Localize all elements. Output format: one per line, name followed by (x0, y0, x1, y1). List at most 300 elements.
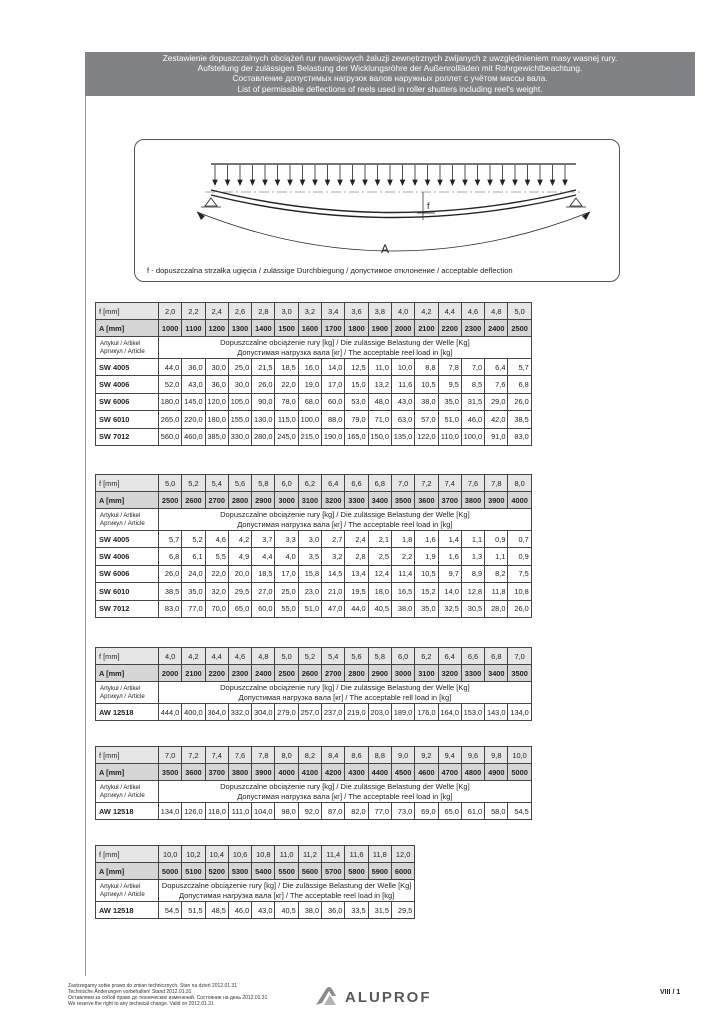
load-value-cell: 30,0 (228, 376, 251, 393)
footer-disclaimer (68, 983, 267, 1007)
span-cell: 4800 (461, 764, 484, 781)
article-label-line: Artykuł / Artikel (100, 882, 141, 890)
deflection-cell: 5,8 (252, 475, 275, 492)
span-cell: 3000 (275, 492, 298, 509)
load-value-cell: 7,5 (508, 565, 531, 582)
load-value-cell: 13,2 (368, 376, 391, 393)
load-value-cell: 44,0 (159, 359, 182, 376)
load-note-line: Dopuszczalne obciążenie rury [kg] / Die zulässige Belastung der Welle [Kg] (220, 510, 470, 519)
deflection-cell: 5,0 (508, 303, 531, 320)
span-cell: 3500 (508, 665, 531, 682)
load-value-cell: 19,5 (345, 583, 368, 600)
load-value-cell: 180,0 (205, 411, 228, 428)
span-cell: 2200 (205, 665, 228, 682)
load-value-cell: 130,0 (252, 411, 275, 428)
load-note-line: Dopuszczalne obciążenie rury [kg] / Die zulässige Belastung der Welle [Kg] (161, 881, 412, 890)
span-row (96, 863, 415, 880)
load-value-cell: 143,0 (485, 704, 508, 721)
row-label: f [mm] (96, 846, 159, 863)
load-value-cell: 104,0 (252, 803, 275, 820)
load-value-cell: 220,0 (182, 411, 205, 428)
footer-line: Zastrzegamy sobie prawo do zmian technicznych. Stan na dzień 2012.01.31 (68, 983, 237, 989)
load-value-cell: 21,5 (252, 359, 275, 376)
load-value-cell: 91,0 (485, 428, 508, 445)
span-cell: 2800 (228, 492, 251, 509)
load-value-cell: 78,0 (275, 393, 298, 410)
load-value-cell: 3,3 (275, 531, 298, 548)
load-value-cell: 18,0 (368, 583, 391, 600)
deflection-cell: 3,6 (345, 303, 368, 320)
load-value-cell: 0,9 (485, 531, 508, 548)
deflection-cell: 9,2 (415, 747, 438, 764)
span-cell: 1000 (159, 320, 182, 337)
load-value-cell: 15,8 (298, 565, 321, 582)
load-value-cell: 26,0 (252, 376, 275, 393)
span-cell: 3600 (415, 492, 438, 509)
load-value-cell: 26,0 (508, 600, 531, 617)
load-value-cell: 12,8 (461, 583, 484, 600)
deflection-cell: 2,6 (228, 303, 251, 320)
load-value-cell: 115,0 (275, 411, 298, 428)
article-label (96, 781, 159, 803)
span-cell: 5300 (228, 863, 251, 880)
table-row (96, 565, 532, 582)
load-value-cell: 82,0 (345, 803, 368, 820)
deflection-cell: 7,2 (415, 475, 438, 492)
deflection-cell: 5,0 (275, 648, 298, 665)
span-cell: 5600 (298, 863, 321, 880)
load-value-cell: 83,0 (508, 428, 531, 445)
span-row (96, 492, 532, 509)
span-cell: 2000 (159, 665, 182, 682)
load-value-cell: 61,0 (461, 803, 484, 820)
load-value-cell: 245,0 (275, 428, 298, 445)
span-cell: 1100 (182, 320, 205, 337)
load-value-cell: 155,0 (228, 411, 251, 428)
load-value-cell: 20,0 (228, 565, 251, 582)
load-value-cell: 40,5 (368, 600, 391, 617)
load-value-cell: 9,7 (438, 565, 461, 582)
span-cell: 3900 (252, 764, 275, 781)
load-value-cell: 35,0 (438, 393, 461, 410)
description-row (96, 682, 532, 704)
deflection-cell: 5,4 (322, 648, 345, 665)
span-cell: 4000 (275, 764, 298, 781)
load-value-cell: 560,0 (159, 428, 182, 445)
load-value-cell: 15,2 (415, 583, 438, 600)
page-number: VIII / 1 (660, 989, 681, 996)
load-value-cell: 126,0 (182, 803, 205, 820)
article-name: SW 6006 (96, 393, 159, 410)
deflection-cell: 5,2 (298, 648, 321, 665)
load-value-cell: 18,5 (252, 565, 275, 582)
load-value-cell: 1,3 (461, 548, 484, 565)
span-cell: 6000 (391, 863, 414, 880)
deflection-cell: 5,8 (368, 648, 391, 665)
span-cell: 2900 (252, 492, 275, 509)
row-label: f [mm] (96, 648, 159, 665)
deflection-cell: 10,2 (182, 846, 205, 863)
span-cell: 2100 (182, 665, 205, 682)
table-row (96, 600, 532, 617)
table-row (96, 803, 532, 820)
load-value-cell: 4,0 (275, 548, 298, 565)
load-value-cell: 60,0 (322, 393, 345, 410)
span-cell: 4900 (485, 764, 508, 781)
deflection-cell: 4,6 (228, 648, 251, 665)
span-cell: 2700 (322, 665, 345, 682)
article-label-line: Artykuł / Artikel (100, 511, 141, 519)
load-value-cell: 79,0 (345, 411, 368, 428)
load-value-cell: 14,5 (322, 565, 345, 582)
deflection-cell: 2,0 (159, 303, 182, 320)
deflection-cell: 7,8 (485, 475, 508, 492)
load-value-cell: 2,8 (345, 548, 368, 565)
load-value-cell: 0,7 (508, 531, 531, 548)
deflection-cell: 9,0 (391, 747, 414, 764)
load-value-cell: 21,0 (322, 583, 345, 600)
load-value-cell: 36,0 (322, 902, 345, 919)
load-value-cell: 120,0 (205, 393, 228, 410)
load-value-cell: 135,0 (391, 428, 414, 445)
load-note-line: Dopuszczalne obciążenie rury [kg] / Die zulässige Belastung der Welle [Kg] (220, 683, 470, 692)
span-cell: 3800 (228, 764, 251, 781)
load-value-cell: 32,0 (205, 583, 228, 600)
load-value-cell: 1,1 (461, 531, 484, 548)
load-value-cell: 14,0 (438, 583, 461, 600)
span-cell: 4200 (322, 764, 345, 781)
load-value-cell: 8,2 (485, 565, 508, 582)
span-cell: 1300 (228, 320, 251, 337)
load-value-cell: 88,0 (322, 411, 345, 428)
article-name: SW 4005 (96, 359, 159, 376)
load-value-cell: 150,0 (368, 428, 391, 445)
span-cell: 2400 (252, 665, 275, 682)
deflection-cell: 4,0 (159, 648, 182, 665)
load-value-cell: 51,0 (298, 600, 321, 617)
deflection-cell: 10,4 (205, 846, 228, 863)
deflection-cell: 5,2 (182, 475, 205, 492)
load-value-cell: 58,0 (485, 803, 508, 820)
deflection-cell: 2,4 (205, 303, 228, 320)
load-value-cell: 1,1 (485, 548, 508, 565)
article-name: SW 4006 (96, 376, 159, 393)
description-row (96, 781, 532, 803)
load-value-cell: 12,4 (368, 565, 391, 582)
load-value-cell: 280,0 (252, 428, 275, 445)
load-value-cell: 237,0 (322, 704, 345, 721)
span-cell: 2500 (508, 320, 531, 337)
span-cell: 3900 (485, 492, 508, 509)
deflection-cell: 4,6 (461, 303, 484, 320)
span-cell: 4500 (391, 764, 414, 781)
span-cell: 2100 (415, 320, 438, 337)
load-note-line: Допустимая нагрузка вала [кг] / The acceptable rell load in [kg] (238, 692, 452, 702)
deflection-cell: 12,0 (391, 846, 414, 863)
load-value-cell: 38,0 (298, 902, 321, 919)
load-value-cell: 5,5 (205, 548, 228, 565)
deflection-row (96, 475, 532, 492)
load-value-cell: 1,4 (438, 531, 461, 548)
load-value-cell: 176,0 (415, 704, 438, 721)
footer-line: Technische Änderungen vorbehalten! Stand 2012.01.31 (68, 989, 192, 996)
load-value-cell: 165,0 (345, 428, 368, 445)
load-value-cell: 189,0 (391, 704, 414, 721)
deflection-cell: 6,0 (391, 648, 414, 665)
deflection-cell: 9,8 (485, 747, 508, 764)
deflection-cell: 4,8 (252, 648, 275, 665)
load-table (95, 302, 532, 446)
load-value-cell: 25,0 (228, 359, 251, 376)
span-cell: 1700 (322, 320, 345, 337)
load-value-cell: 8,9 (461, 565, 484, 582)
load-value-cell: 145,0 (182, 393, 205, 410)
span-cell: 4700 (438, 764, 461, 781)
deflection-cell: 7,2 (182, 747, 205, 764)
deflection-cell: 4,0 (391, 303, 414, 320)
article-label-line: Artykuł / Artikel (100, 684, 141, 692)
load-value-cell: 23,0 (298, 583, 321, 600)
load-value-cell: 5,7 (159, 531, 182, 548)
load-value-cell: 3,2 (322, 548, 345, 565)
deflection-cell: 7,8 (252, 747, 275, 764)
load-value-cell: 4,6 (205, 531, 228, 548)
load-value-cell: 7,8 (438, 359, 461, 376)
load-value-cell: 36,0 (205, 376, 228, 393)
load-note-line: Dopuszczalne obciążenie rury [kg] / Die zulässige Belastung der Welle [Kg] (220, 782, 470, 791)
load-value-cell: 11,4 (391, 565, 414, 582)
span-cell: 3300 (461, 665, 484, 682)
load-value-cell: 11,6 (391, 376, 414, 393)
load-value-cell: 110,0 (438, 428, 461, 445)
deflection-cell: 8,0 (508, 475, 531, 492)
deflection-cell: 6,2 (298, 475, 321, 492)
article-name: SW 7012 (96, 600, 159, 617)
row-label: A [mm] (96, 863, 159, 880)
span-cell: 5200 (205, 863, 228, 880)
deflection-row (96, 648, 532, 665)
load-value-cell: 9,5 (438, 376, 461, 393)
span-cell: 3500 (159, 764, 182, 781)
deflection-cell: 3,8 (368, 303, 391, 320)
load-value-cell: 460,0 (182, 428, 205, 445)
span-cell: 2800 (345, 665, 368, 682)
span-cell: 2700 (205, 492, 228, 509)
load-value-cell: 40,5 (275, 902, 298, 919)
load-value-cell: 17,0 (322, 376, 345, 393)
span-cell: 3700 (205, 764, 228, 781)
span-cell: 5500 (275, 863, 298, 880)
load-value-cell: 77,0 (368, 803, 391, 820)
beam-drawing (135, 140, 621, 283)
load-value-cell: 215,0 (298, 428, 321, 445)
load-value-cell: 43,0 (182, 376, 205, 393)
load-table (95, 647, 532, 721)
span-cell: 3100 (298, 492, 321, 509)
load-value-cell: 46,0 (461, 411, 484, 428)
deflection-cell: 9,4 (438, 747, 461, 764)
load-value-cell: 5,7 (508, 359, 531, 376)
load-value-cell: 164,0 (438, 704, 461, 721)
deflection-cell: 2,8 (252, 303, 275, 320)
load-value-cell: 55,0 (275, 600, 298, 617)
deflection-cell: 6,6 (345, 475, 368, 492)
deflection-cell: 4,8 (485, 303, 508, 320)
load-value-cell: 27,0 (252, 583, 275, 600)
deflection-cell: 5,0 (159, 475, 182, 492)
table-row (96, 531, 532, 548)
load-value-cell: 6,8 (159, 548, 182, 565)
description-row (96, 509, 532, 531)
load-value-cell: 4,2 (228, 531, 251, 548)
span-cell: 1900 (368, 320, 391, 337)
load-value-cell: 7,6 (485, 376, 508, 393)
table-row (96, 376, 532, 393)
span-label: A (381, 242, 390, 256)
span-cell: 5700 (322, 863, 345, 880)
load-value-cell: 444,0 (159, 704, 182, 721)
load-value-cell: 219,0 (345, 704, 368, 721)
article-name: SW 7012 (96, 428, 159, 445)
deflection-cell: 6,0 (275, 475, 298, 492)
load-note-line: Допустимая нагрузка вала [кг] / The acceptable reel load in [kg] (237, 519, 453, 529)
deflection-cell: 6,4 (322, 475, 345, 492)
load-value-cell: 15,0 (345, 376, 368, 393)
brand-name: ALUPROF (345, 989, 432, 1006)
article-label-line: Артикул / Article (100, 347, 145, 355)
deflection-cell: 5,6 (345, 648, 368, 665)
footer-line: Оставляем за собой право до технических изменений. Состояние на день 2012.01.31 (68, 995, 268, 1002)
span-cell: 3700 (438, 492, 461, 509)
title-line-pl: Zestawienie dopuszczalnych obciążeń rur nawojowych żaluzji zewnętrznych zwijanych z uwzględnieniem masy wasnej rury. (162, 53, 618, 63)
deflection-cell: 10,8 (252, 846, 275, 863)
span-cell: 2300 (461, 320, 484, 337)
row-label: A [mm] (96, 492, 159, 509)
load-value-cell: 29,5 (228, 583, 251, 600)
load-value-cell: 180,0 (159, 393, 182, 410)
load-value-cell: 31,5 (368, 902, 391, 919)
load-value-cell: 4,9 (228, 548, 251, 565)
load-value-cell: 4,4 (252, 548, 275, 565)
row-label: A [mm] (96, 665, 159, 682)
load-value-cell: 14,0 (322, 359, 345, 376)
article-label (96, 337, 159, 359)
load-value-cell: 3,0 (298, 531, 321, 548)
load-value-cell: 2,5 (368, 548, 391, 565)
load-value-cell: 304,0 (252, 704, 275, 721)
deflection-cell: 6,8 (485, 648, 508, 665)
article-name: AW 12518 (96, 704, 159, 721)
load-value-cell: 60,0 (252, 600, 275, 617)
deflection-cell: 11,4 (322, 846, 345, 863)
load-value-cell: 54,5 (508, 803, 531, 820)
span-cell: 5000 (508, 764, 531, 781)
span-cell: 2200 (438, 320, 461, 337)
load-value-cell: 87,0 (322, 803, 345, 820)
load-value-cell: 65,0 (438, 803, 461, 820)
load-value-cell: 2,1 (368, 531, 391, 548)
load-value-cell: 35,0 (182, 583, 205, 600)
load-value-cell: 16,5 (391, 583, 414, 600)
load-value-cell: 63,0 (391, 411, 414, 428)
title-line-ru: Составление допустимых нагрузок валов наружных роллет с учётом массы вала. (232, 73, 548, 84)
load-value-cell: 36,0 (182, 359, 205, 376)
deflection-cell: 4,2 (182, 648, 205, 665)
load-value-cell: 73,0 (391, 803, 414, 820)
load-value-cell: 29,0 (485, 393, 508, 410)
load-value-cell: 30,0 (205, 359, 228, 376)
load-value-cell: 16,0 (298, 359, 321, 376)
span-cell: 3200 (438, 665, 461, 682)
span-cell: 3400 (485, 665, 508, 682)
article-label (96, 682, 159, 704)
title-line-de: Aufstellung der zulässigen Belastung der Wicklungsröhre der Außenrollläden mit Rohrgewichtbeachtung. (197, 63, 583, 74)
load-note (159, 337, 532, 359)
article-label-line: Артикул / Article (100, 519, 145, 527)
load-value-cell: 38,0 (415, 393, 438, 410)
load-table (95, 845, 415, 919)
load-value-cell: 47,0 (322, 600, 345, 617)
load-value-cell: 92,0 (298, 803, 321, 820)
load-value-cell: 3,5 (298, 548, 321, 565)
deflection-cell: 2,2 (182, 303, 205, 320)
deflection-cell: 7,0 (159, 747, 182, 764)
deflection-row (96, 846, 415, 863)
load-value-cell: 364,0 (205, 704, 228, 721)
span-cell: 3500 (391, 492, 414, 509)
span-cell: 2600 (298, 665, 321, 682)
deflection-cell: 6,4 (438, 648, 461, 665)
load-value-cell: 43,0 (252, 902, 275, 919)
span-cell: 5900 (368, 863, 391, 880)
load-value-cell: 6,1 (182, 548, 205, 565)
load-note-line: Допустимая нагрузка вала [кг] / The acceptable reel load in [kg] (178, 890, 395, 900)
span-cell: 5000 (159, 863, 182, 880)
load-value-cell: 18,5 (275, 359, 298, 376)
table-row (96, 411, 532, 428)
load-value-cell: 1,9 (415, 548, 438, 565)
load-note-line: Допустимая нагрузка вала [кг] / The acceptable reel load in [kg] (237, 791, 453, 801)
article-label (96, 509, 159, 531)
load-value-cell: 203,0 (368, 704, 391, 721)
load-value-cell: 68,0 (298, 393, 321, 410)
deflection-cell: 4,4 (438, 303, 461, 320)
load-value-cell: 54,5 (159, 902, 182, 919)
load-value-cell: 90,0 (252, 393, 275, 410)
article-name: AW 12518 (96, 803, 159, 820)
span-cell: 3600 (182, 764, 205, 781)
load-note (159, 682, 532, 704)
load-value-cell: 77,0 (182, 600, 205, 617)
load-value-cell: 38,5 (508, 411, 531, 428)
load-value-cell: 83,0 (159, 600, 182, 617)
span-cell: 2500 (275, 665, 298, 682)
span-cell: 2600 (182, 492, 205, 509)
deflection-cell: 10,0 (508, 747, 531, 764)
load-value-cell: 400,0 (182, 704, 205, 721)
load-value-cell: 51,5 (182, 902, 205, 919)
load-value-cell: 12,5 (345, 359, 368, 376)
load-value-cell: 122,0 (415, 428, 438, 445)
load-value-cell: 105,0 (228, 393, 251, 410)
load-value-cell: 2,7 (322, 531, 345, 548)
table-row (96, 704, 532, 721)
load-value-cell: 52,0 (159, 376, 182, 393)
load-value-cell: 69,0 (415, 803, 438, 820)
span-cell: 3800 (461, 492, 484, 509)
load-value-cell: 10,0 (391, 359, 414, 376)
article-label (96, 880, 159, 902)
